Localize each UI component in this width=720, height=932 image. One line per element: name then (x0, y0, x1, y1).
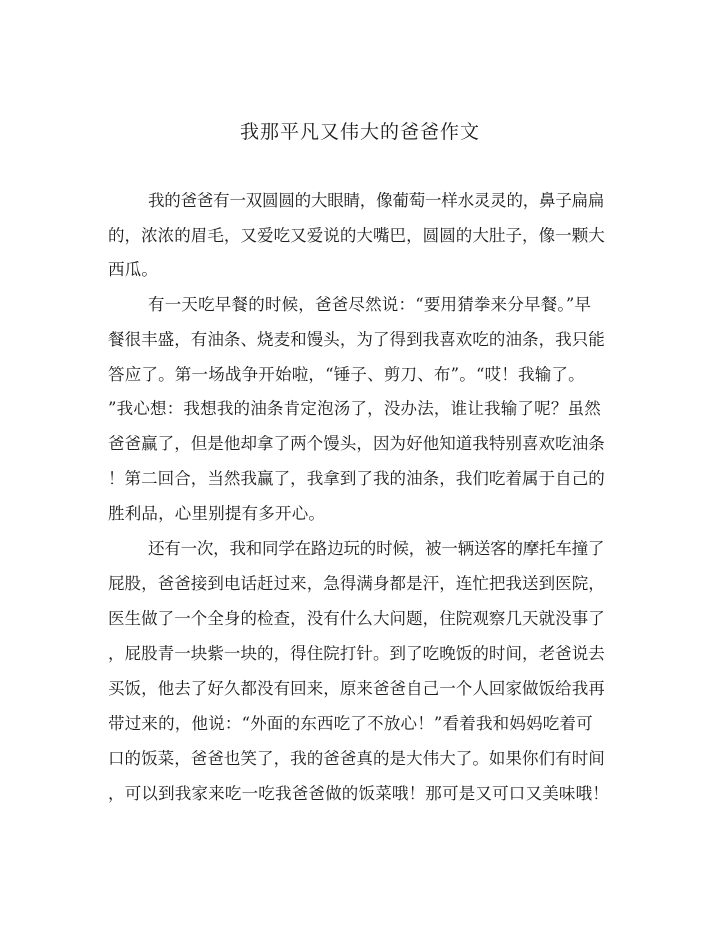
paragraph-1-line-2: 的，浓浓的眉毛，又爱吃又爱说的大嘴巴，圆圆的大肚子，像一颗大 (108, 226, 605, 245)
paragraph-1-line-1: 我的爸爸有一双圆圆的大眼睛，像葡萄一样水灵灵的，鼻子扁扁 (148, 191, 605, 210)
paragraph-3-line-6: 带过来的，他说：“外面的东西吃了不放心！”看着我和妈妈吃着可 (108, 714, 593, 733)
paragraph-3-line-7: 口的饭菜，爸爸也笑了，我的爸爸真的是大伟大了。如果你们有时间 (108, 749, 605, 768)
paragraph-3-line-5: 买饭，他去了好久都没有回来，原来爸爸自己一个人回家做饭给我再 (108, 679, 605, 698)
paragraph-2-line-2: 餐很丰盛，有油条、烧麦和馒头，为了得到我喜欢吃的油条，我只能 (108, 330, 605, 349)
paragraph-2-line-4: ”我心想：我想我的油条肯定泡汤了，没办法，谁让我输了呢？虽然 (108, 399, 601, 418)
paragraph-3-line-8: ，可以到我家来吃一吃我爸爸做的饭菜哦！那可是又可口又美味哦！ (108, 784, 609, 803)
paragraph-2-line-1: 有一天吃早餐的时候，爸爸尽然说：“要用猜拳来分早餐。”早 (148, 295, 592, 314)
paragraph-3-line-3: 医生做了一个全身的检查，没有什么大问题，住院观察几天就没事了 (108, 609, 605, 628)
paragraph-1-line-3: 西瓜。 (108, 260, 159, 279)
paragraph-3-line-2: 屁股，爸爸接到电话赶过来，急得满身都是汗，连忙把我送到医院， (108, 574, 605, 593)
paragraph-3-line-4: ，屁股青一块紫一块的，得住院打针。到了吃晚饭的时间，老爸说去 (108, 644, 605, 663)
paragraph-3-line-1: 还有一次，我和同学在路边玩的时候，被一辆送客的摩托车撞了 (148, 539, 605, 558)
page-title: 我那平凡又伟大的爸爸作文 (239, 121, 480, 143)
paragraph-2-line-7: 胜利品，心里别提有多开心。 (108, 504, 326, 523)
paragraph-2-line-5: 爸爸赢了，但是他却拿了两个馒头，因为好他知道我特别喜欢吃油条 (108, 434, 605, 453)
paragraph-2-line-3: 答应了。第一场战争开始啦，“锤子、剪刀、布”。“哎！我输了。 (108, 365, 585, 384)
paragraph-2-line-6: ！第二回合，当然我赢了，我拿到了我的油条，我们吃着属于自己的 (108, 469, 605, 488)
